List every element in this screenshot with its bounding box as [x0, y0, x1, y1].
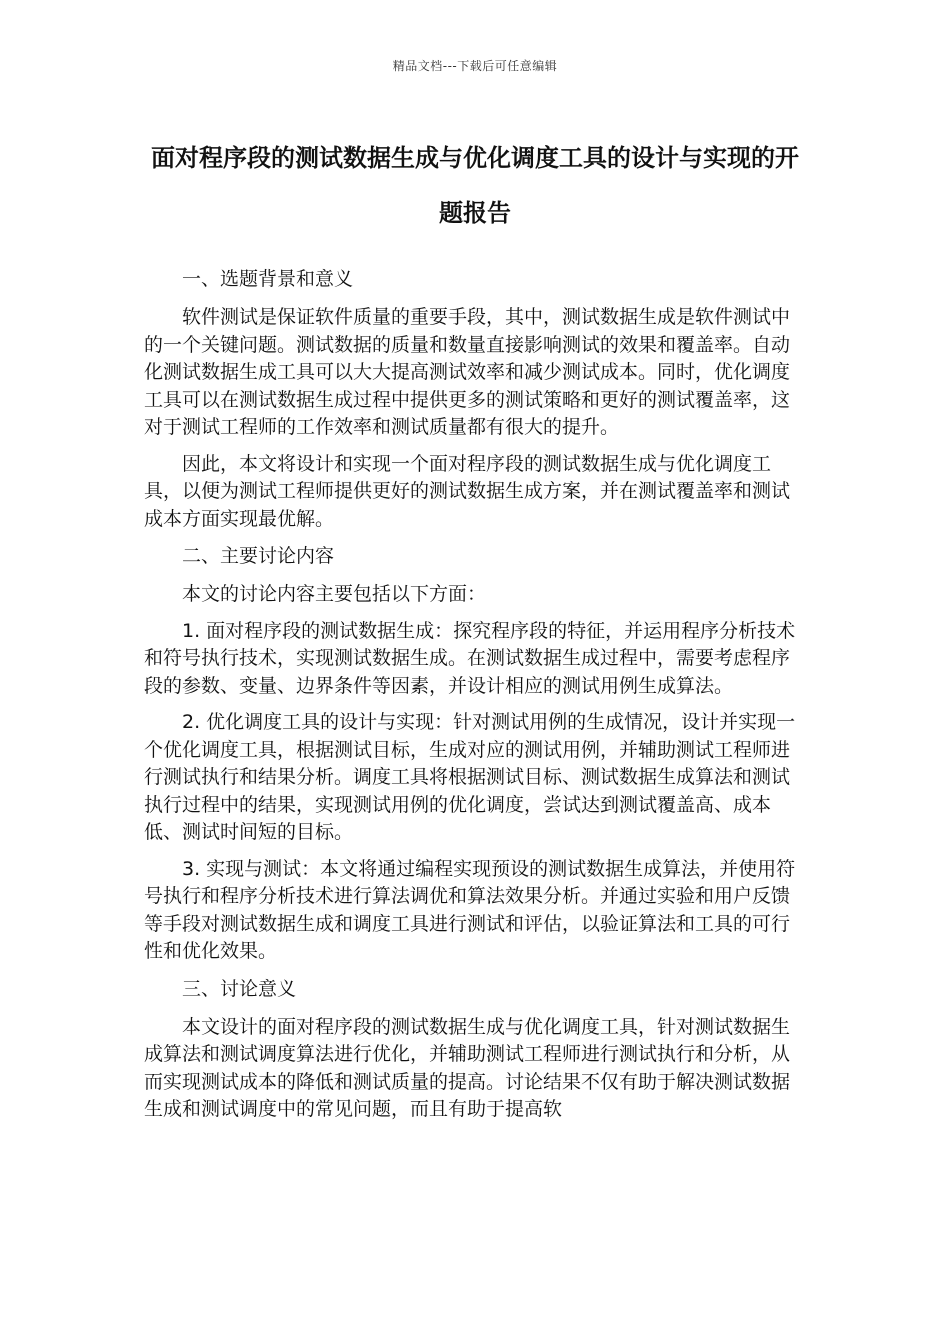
- document-body: [144, 265, 806, 1133]
- paragraph-intro: 本文的讨论内容主要包括以下方面：: [182, 583, 487, 605]
- section-heading-background: 一、选题背景和意义: [182, 268, 354, 290]
- list-item: 1. 面对程序段的测试数据生成：探究程序段的特征，并运用程序分析技术和符号执行技术，实现测试数据生成。在测试数据生成过程中，需要考虑程序段的参数、变量、边界条件等因素，并设计相应的测试用例生成算法。: [144, 619, 796, 697]
- section-heading-content: 二、主要讨论内容: [182, 545, 335, 567]
- paragraph: 因此，本文将设计和实现一个面对程序段的测试数据生成与优化调度工具，以便为测试工程师提供更好的测试数据生成方案，并在测试覆盖率和测试成本方面实现最优解。: [144, 452, 791, 530]
- section-heading-significance: 三、讨论意义: [182, 977, 297, 1000]
- list-item: 2. 优化调度工具的设计与实现：针对测试用例的生成情况，设计并实现一个优化调度工具，根据测试目标，生成对应的测试用例，并辅助测试工程师进行测试执行和结果分析。调度工具将根据测试目标、测试数据生成算法和测试执行过程中的结果，实现测试用例的优化调度，尝试达到测试覆盖高、成本低、测试时间短的目标。: [144, 711, 796, 843]
- header-note: 精品文档---下载后可任意编辑: [392, 59, 558, 73]
- paragraph: 软件测试是保证软件质量的重要手段，其中，测试数据生成是软件测试中的一个关键问题。测试数据的质量和数量直接影响测试的效果和覆盖率。自动化测试数据生成工具可以大大提高测试效率和减少测试成本。同时，优化调度工具可以在测试数据生成过程中提供更多的测试策略和更好的测试覆盖率，这对于测试工程师的工作效率和测试质量都有很大的提升。: [144, 306, 791, 438]
- paragraph: 本文设计的面对程序段的测试数据生成与优化调度工具，针对测试数据生成算法和测试调度算法进行优化，并辅助测试工程师进行测试执行和分析，从而实现测试成本的降低和测试质量的提高。讨论结果不仅有助于解决测试数据生成和测试调度中的常见问题，而且有助于提高软: [144, 1015, 791, 1120]
- page-title: 面对程序段的测试数据生成与优化调度工具的设计与实现的开题报告: [151, 144, 799, 227]
- list-item: 3. 实现与测试：本文将通过编程实现预设的测试数据生成算法，并使用符号执行和程序分析技术进行算法调优和算法效果分析。并通过实验和用户反馈等手段对测试数据生成和调度工具进行测试和评估，以验证算法和工具的可行性和优化效果。: [144, 857, 796, 962]
